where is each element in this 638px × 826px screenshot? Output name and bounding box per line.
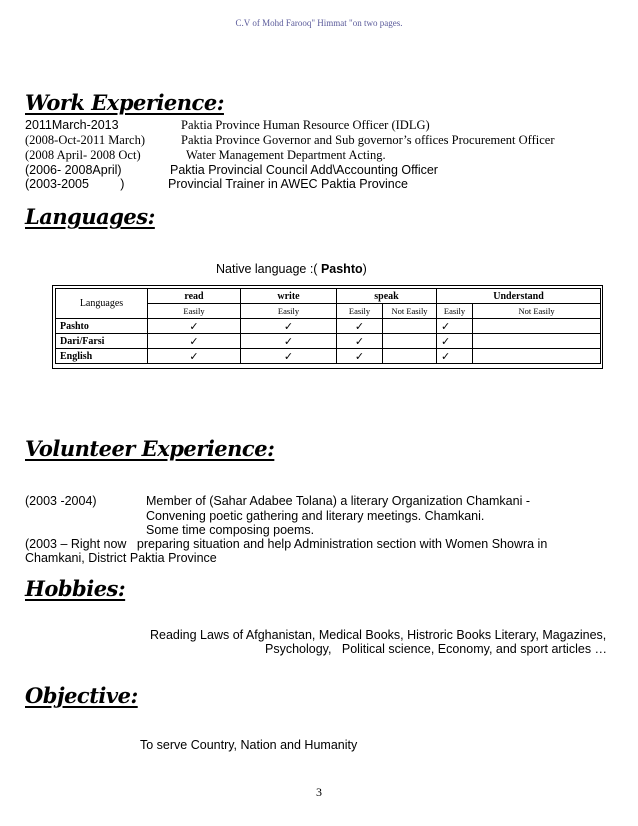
objective-text: To serve Country, Nation and Humanity	[140, 738, 358, 752]
volunteer-line: Some time composing poems.	[146, 523, 315, 537]
col-read: read	[148, 289, 241, 304]
empty-cell	[383, 319, 437, 334]
page-header: C.V of Mohd Farooq" Himmat "on two pages.	[235, 18, 403, 28]
table-row	[56, 349, 601, 364]
check-icon: ✓	[337, 334, 383, 349]
volunteer-line: Chamkani, District Paktia Province	[25, 551, 217, 565]
empty-cell	[473, 334, 601, 349]
volunteer-experience-heading: Volunteer Experience:	[25, 436, 275, 461]
check-icon: ✓	[241, 334, 337, 349]
sub-speak-not-easily: Not Easily	[383, 304, 437, 319]
sub-understand-not-easily: Not Easily	[473, 304, 601, 319]
check-icon: ✓	[337, 349, 383, 364]
check-icon: ✓	[337, 319, 383, 334]
empty-cell	[473, 349, 601, 364]
check-icon: ✓	[241, 319, 337, 334]
language-name: Pashto	[56, 319, 148, 334]
language-name: English	[56, 349, 148, 364]
hobbies-line: Reading Laws of Afghanistan, Medical Books, Histroric Books Literary, Magazines,	[150, 628, 607, 642]
page-number: 3	[316, 785, 322, 799]
native-language-label: Native language :(	[216, 262, 318, 276]
sub-read-easily: Easily	[148, 304, 241, 319]
work-date: (2003-2005 )	[25, 177, 125, 191]
language-name: Dari/Farsi	[56, 334, 148, 349]
objective-heading: Objective:	[25, 683, 138, 708]
work-date: (2008-Oct-2011 March)	[25, 133, 145, 147]
sub-understand-easily: Easily	[437, 304, 473, 319]
sub-speak-easily: Easily	[337, 304, 383, 319]
empty-cell	[383, 349, 437, 364]
work-experience-heading: Work Experience:	[25, 90, 224, 115]
check-icon: ✓	[148, 319, 241, 334]
volunteer-line: Convening poetic gathering and literary meetings. Chamkani.	[146, 509, 485, 523]
empty-cell	[383, 334, 437, 349]
col-speak: speak	[337, 289, 437, 304]
table-row	[56, 334, 601, 349]
native-language	[216, 262, 367, 276]
work-date: (2006- 2008April)	[25, 163, 122, 177]
volunteer-line: Member of (Sahar Adabee Tolana) a literary Organization Chamkani -	[146, 494, 530, 508]
native-language-close: )	[362, 262, 367, 276]
hobbies-line: Psychology, Political science, Economy, and sport articles …	[265, 642, 608, 656]
work-role: Paktia Province Governor and Sub governor’s offices Procurement Officer	[181, 133, 555, 147]
work-role: Water Management Department Acting.	[186, 148, 386, 162]
work-date: (2008 April- 2008 Oct)	[25, 148, 141, 162]
work-role: Paktia Provincial Council Add\Accounting Officer	[170, 163, 438, 177]
check-icon: ✓	[148, 349, 241, 364]
check-icon: ✓	[437, 319, 473, 334]
table-row	[56, 319, 601, 334]
volunteer-date: (2003 -2004)	[25, 494, 97, 508]
check-icon: ✓	[437, 334, 473, 349]
work-role: Provincial Trainer in AWEC Paktia Province	[168, 177, 408, 191]
col-write: write	[241, 289, 337, 304]
col-understand: Understand	[437, 289, 601, 304]
check-icon: ✓	[241, 349, 337, 364]
col-languages: Languages	[56, 289, 148, 319]
languages-table	[55, 288, 601, 364]
check-icon: ✓	[148, 334, 241, 349]
languages-heading: Languages:	[25, 204, 155, 229]
native-language-value: Pashto	[320, 262, 363, 276]
check-icon: ✓	[437, 349, 473, 364]
volunteer-line: (2003 – Right now preparing situation and help Administration section with Women Showra in	[25, 537, 548, 551]
sub-write-easily: Easily	[241, 304, 337, 319]
work-role: Paktia Province Human Resource Officer (IDLG)	[181, 118, 430, 132]
work-date: 2011March-2013	[25, 118, 119, 132]
hobbies-heading: Hobbies:	[25, 576, 126, 601]
empty-cell	[473, 319, 601, 334]
